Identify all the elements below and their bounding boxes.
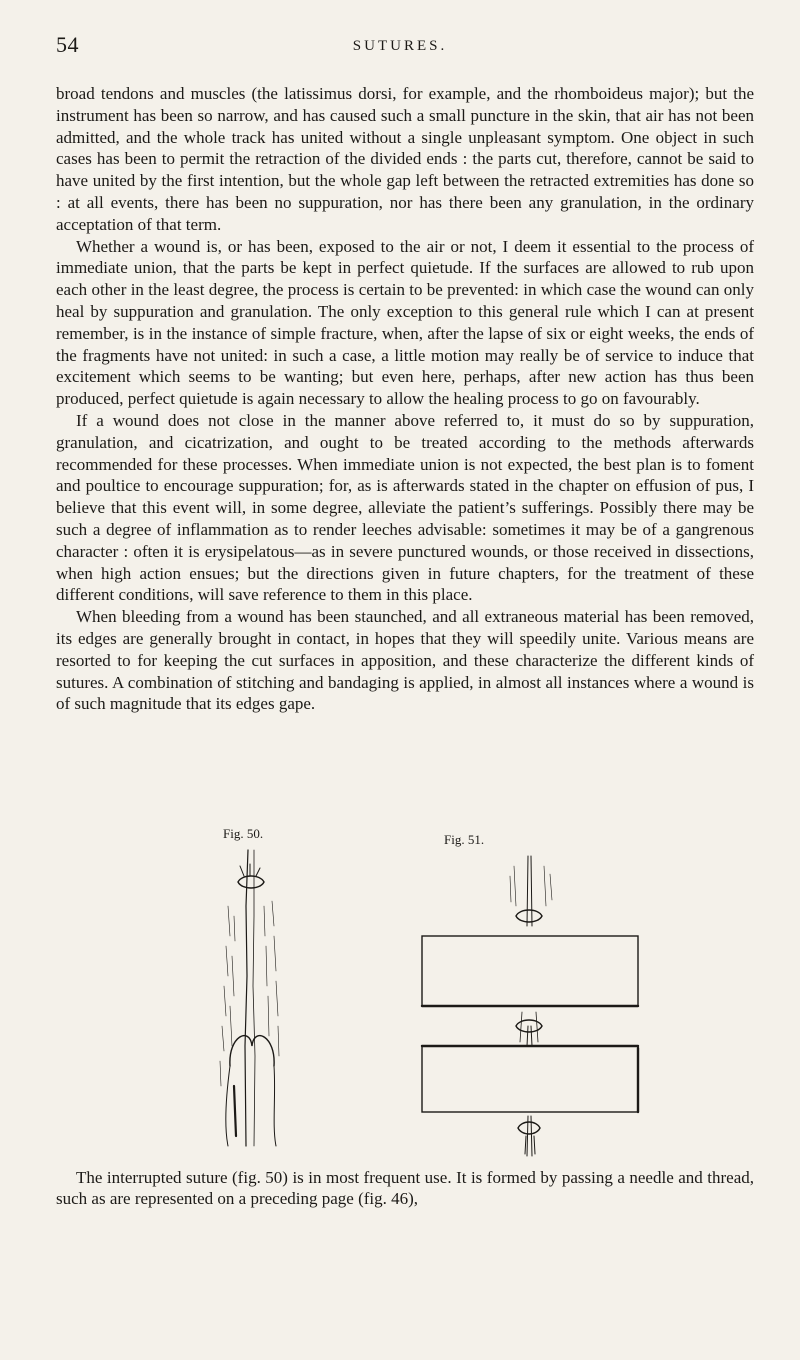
caption (56, 1167, 754, 1209)
paragraph: If a wound does not close in the manner above referred to, it must do so by suppuration, granulation, and cicatrization, and ought to be treated according to the methods afterwards recommended for these processes. When immediate union is not expected, the best plan is to foment and poultice to encourage suppuration; for, as is afterwards stated in the chapter on effusion of pus, I believe that this event will, in some degree, alleviate the patient’s sufferings. Possibly there may be such a degree of inflammation as to render leeches advisable: sometimes it may be of a gangrenous character : often it is erysipelatous—as in severe punctured wounds, or those received in dissections, when high action ensues; but the directions given in future chapters, for the treatment of these different conditions, will save reference to them in this place. (56, 410, 754, 605)
body-text (56, 83, 754, 715)
paragraph: broad tendons and muscles (the latissimus dorsi, for example, and the rhomboideus major); but the instrument has been so narrow, and has caused such a small puncture in the skin, that air has not been admitted, and the whole track has united without a single unpleasant symptom. One object in such cases has been to permit the retraction of the divided ends : the parts cut, therefore, cannot be said to have united by the first intention, but the whole gap left between the retracted extremities has done so : at all events, there has been no suppuration, nor has there been any granulation, in the ordinary acceptation of that term. (56, 84, 754, 234)
paragraph: Whether a wound is, or has been, exposed to the air or not, I deem it essential to the process of immediate union, that the parts be kept in perfect quietude. If the surfaces are allowed to rub upon each other in the least degree, the process is certain to be prevented: in which case the wound can only heal by suppuration and granulation. The only exception to this general rule which I can at present remember, is in the instance of simple fracture, when, after the lapse of six or eight weeks, the ends of the fragments have not united: in such a case, a little motion may really be of service to induce that excitement which seems to be wanting; but even here, perhaps, after new action has thus been produced, perfect quietude is again necessary to allow the healing process to go on favourably. (56, 236, 754, 409)
fig-51-label: Fig. 51. (444, 832, 485, 847)
page-number: 54 (56, 32, 79, 57)
fig-50-illustration (190, 846, 310, 1158)
fig-51-illustration (410, 846, 650, 1158)
caption-text: The interrupted suture (fig. 50) is in most frequent use. It is formed by passing a needle and thread, such as are represented on a preceding page (fig. 46), (56, 1168, 754, 1208)
paragraph: When bleeding from a wound has been staunched, and all extraneous material has been removed, its edges are generally brought in contact, in hopes that they will speedily unite. Various means are resorted to for keeping the cut surfaces in apposition, and these characterize the different kinds of sutures. A combination of stitching and bandaging is applied, in almost all instances where a wound is of such magnitude that its edges gape. (56, 607, 754, 714)
running-head: SUTURES. (352, 38, 448, 54)
fig-50-label: Fig. 50. (223, 826, 264, 841)
